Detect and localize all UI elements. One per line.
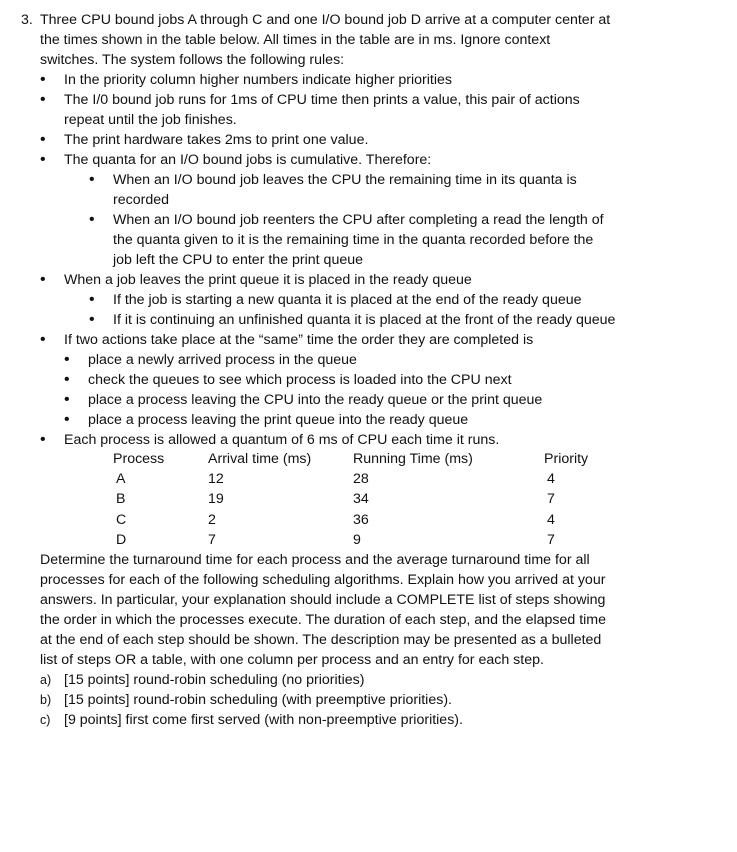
rule-text: When an I/O bound job reenters the CPU after completing a read the length of xyxy=(113,212,604,228)
rules-list xyxy=(18,70,718,450)
rule-subitem xyxy=(18,350,718,370)
table-cell: 7 xyxy=(547,532,555,548)
bullet-icon: • xyxy=(40,91,46,108)
rule-subitem xyxy=(18,290,718,310)
bullet-icon: • xyxy=(64,411,70,428)
rule-text: The quanta for an I/O bound jobs is cumulative. Therefore: xyxy=(64,152,432,168)
table-row xyxy=(18,470,718,489)
rule-subitem xyxy=(18,390,718,410)
table-header-row xyxy=(18,450,718,469)
question-number: 3. xyxy=(21,12,33,28)
table-row xyxy=(18,511,718,530)
rule-subitem xyxy=(18,370,718,390)
table-cell: 34 xyxy=(353,491,369,507)
rule-text: In the priority column higher numbers indicate higher priorities xyxy=(64,72,452,88)
table-cell: 7 xyxy=(547,491,555,507)
part-item xyxy=(18,690,718,710)
instruction-line: list of steps OR a table, with one column per process and an entry for each step. xyxy=(40,652,544,668)
bullet-icon: • xyxy=(40,71,46,88)
parts-list xyxy=(18,670,718,730)
bullet-icon: • xyxy=(40,271,46,288)
bullet-icon: • xyxy=(40,131,46,148)
table-cell: 4 xyxy=(547,470,555,487)
table-cell: 7 xyxy=(208,532,216,548)
instruction-line: the order in which the processes execute. The duration of each step, and the elapsed time xyxy=(40,612,607,628)
table-cell: 12 xyxy=(208,470,224,487)
instruction-line: answers. In particular, your explanation should include a COMPLETE list of steps showing xyxy=(40,592,606,608)
rule-item xyxy=(18,270,718,290)
rule-text: The print hardware takes 2ms to print one value. xyxy=(64,132,369,148)
part-text: [15 points] round-robin scheduling (no priorities) xyxy=(64,672,365,688)
rule-text: The I/0 bound job runs for 1ms of CPU time then prints a value, this pair of actions xyxy=(64,92,580,108)
question-intro xyxy=(18,10,718,70)
table-header: Process xyxy=(113,451,165,467)
table-cell: 4 xyxy=(547,511,555,528)
rule-item xyxy=(18,430,718,450)
part-item xyxy=(18,670,718,690)
instruction-line: processes for each of the following scheduling algorithms. Explain how you arrived at your xyxy=(40,572,606,588)
part-label: c) xyxy=(40,713,51,727)
instruction-line: at the end of each step should be shown. The description may be presented as a bulleted xyxy=(40,632,602,648)
intro-line: Three CPU bound jobs A through C and one I/O bound job D arrive at a computer center at xyxy=(40,12,611,28)
table-cell: 2 xyxy=(208,511,216,528)
rule-text: Each process is allowed a quantum of 6 ms of CPU each time it runs. xyxy=(64,432,500,448)
table-cell: A xyxy=(116,470,126,487)
table-cell: 28 xyxy=(353,470,369,487)
bullet-icon: • xyxy=(40,431,46,448)
rule-subitem xyxy=(18,210,718,270)
table-row xyxy=(18,531,718,550)
bullet-icon: • xyxy=(40,151,46,168)
rule-text: repeat until the job finishes. xyxy=(64,112,237,128)
table-cell: 19 xyxy=(208,491,224,507)
table-cell: D xyxy=(116,532,127,548)
bullet-icon: • xyxy=(89,171,95,188)
bullet-icon: • xyxy=(89,311,95,328)
rule-item xyxy=(18,90,718,130)
process-table xyxy=(18,450,718,550)
bullet-icon: • xyxy=(64,371,70,388)
part-label: b) xyxy=(40,693,52,707)
table-row xyxy=(18,490,718,509)
rule-text: check the queues to see which process is loaded into the CPU next xyxy=(88,372,512,388)
rule-text: If two actions take place at the “same” time the order they are completed is xyxy=(64,332,534,348)
rule-text: place a process leaving the CPU into the ready queue or the print queue xyxy=(88,392,543,408)
table-header: Priority xyxy=(544,451,589,467)
bullet-icon: • xyxy=(89,291,95,308)
bullet-icon: • xyxy=(64,351,70,368)
intro-line: the times shown in the table below. All times in the table are in ms. Ignore context xyxy=(40,32,551,48)
problem-statement xyxy=(18,10,718,730)
rule-subitem xyxy=(18,170,718,210)
rule-text: place a newly arrived process in the queue xyxy=(88,352,357,368)
rule-subitem xyxy=(18,310,718,330)
rule-text: When an I/O bound job leaves the CPU the remaining time in its quanta is xyxy=(113,172,577,188)
rule-item xyxy=(18,330,718,350)
rule-text: recorded xyxy=(113,192,169,208)
table-cell: 9 xyxy=(353,532,361,548)
rule-item xyxy=(18,150,718,170)
rule-subitem xyxy=(18,410,718,430)
bullet-icon: • xyxy=(40,331,46,348)
rule-text: job left the CPU to enter the print queue xyxy=(113,252,364,268)
table-cell: B xyxy=(116,491,126,507)
rule-item xyxy=(18,130,718,150)
rule-text: place a process leaving the print queue into the ready queue xyxy=(88,412,469,428)
part-text: [9 points] first come first served (with non-preemptive priorities). xyxy=(64,712,463,728)
intro-line: switches. The system follows the following rules: xyxy=(40,52,345,68)
bullet-icon: • xyxy=(89,211,95,228)
table-header: Arrival time (ms) xyxy=(208,451,312,467)
rule-text: If the job is starting a new quanta it is placed at the end of the ready queue xyxy=(113,292,582,308)
rule-text: When a job leaves the print queue it is placed in the ready queue xyxy=(64,272,472,288)
rule-text: the quanta given to it is the remaining time in the quanta recorded before the xyxy=(113,232,594,248)
table-cell: C xyxy=(116,511,127,528)
part-item xyxy=(18,710,718,730)
bullet-icon: • xyxy=(64,391,70,408)
rule-item xyxy=(18,70,718,90)
part-label: a) xyxy=(40,673,52,687)
instruction-line: Determine the turnaround time for each process and the average turnaround time for all xyxy=(40,552,590,568)
instructions-paragraph xyxy=(18,550,718,670)
part-text: [15 points] round-robin scheduling (with preemptive priorities). xyxy=(64,692,452,708)
rule-text: If it is continuing an unfinished quanta it is placed at the front of the ready queue xyxy=(113,312,616,328)
table-cell: 36 xyxy=(353,511,369,528)
table-header: Running Time (ms) xyxy=(353,451,473,467)
